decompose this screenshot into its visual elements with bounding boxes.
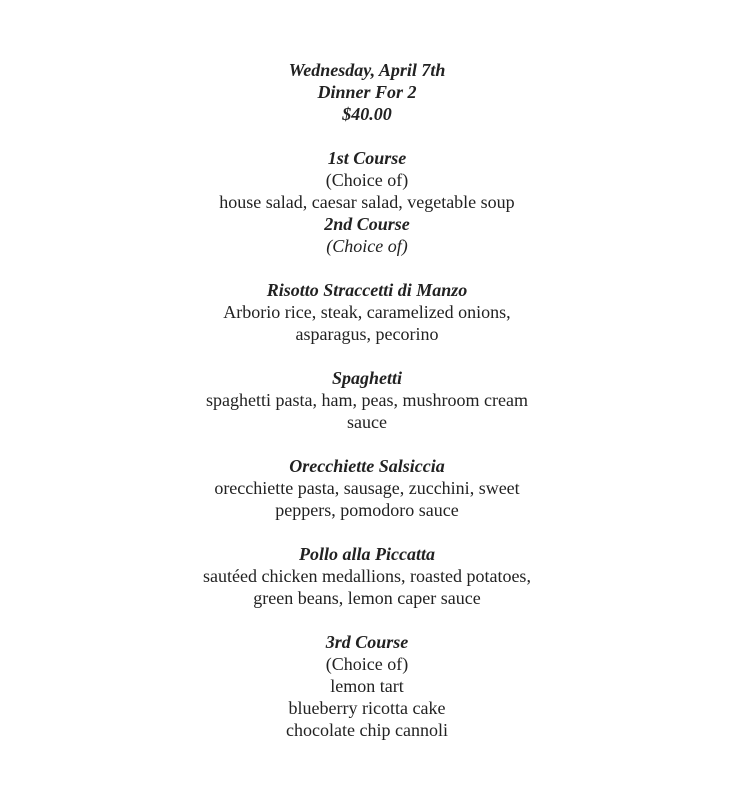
dish-name: Risotto Straccetti di Manzo (266, 280, 468, 300)
first-course-choice: (Choice of) (325, 170, 409, 190)
second-course-heading: 2nd Course (324, 214, 410, 234)
dish-description: sautéed chicken medallions, roasted potatoes, (203, 566, 531, 586)
dessert-item: chocolate chip cannoli (286, 720, 448, 740)
spacer (0, 257, 734, 279)
dish-description: peppers, pomodoro sauce (275, 500, 459, 520)
dish-name: Spaghetti (331, 368, 402, 388)
second-course-choice: (Choice of) (326, 236, 408, 256)
third-course-heading: 3rd Course (325, 632, 409, 652)
menu-date: Wednesday, April 7th (288, 60, 446, 80)
dessert-item: blueberry ricotta cake (288, 698, 446, 718)
spacer (0, 125, 734, 147)
dish-description: asparagus, pecorino (295, 324, 439, 344)
dish-name: Orecchiette Salsiccia (289, 456, 445, 476)
spacer (0, 609, 734, 631)
dish-description: sauce (347, 412, 387, 432)
dish-description: Arborio rice, steak, caramelized onions, (223, 302, 511, 322)
menu-price: $40.00 (342, 104, 392, 124)
spacer (0, 345, 734, 367)
dish-description: green beans, lemon caper sauce (253, 588, 481, 608)
spacer (0, 433, 734, 455)
dessert-item: lemon tart (330, 676, 404, 696)
menu-title: Dinner For 2 (317, 82, 417, 102)
dish-description: spaghetti pasta, ham, peas, mushroom cream (206, 390, 528, 410)
menu (0, 59, 734, 741)
spacer (0, 521, 734, 543)
first-course-items: house salad, caesar salad, vegetable soup (219, 192, 515, 212)
dish-name: Pollo alla Piccatta (299, 544, 435, 564)
third-course-choice: (Choice of) (325, 654, 409, 674)
dish-description: orecchiette pasta, sausage, zucchini, sweet (214, 478, 520, 498)
first-course-heading: 1st Course (327, 148, 407, 168)
